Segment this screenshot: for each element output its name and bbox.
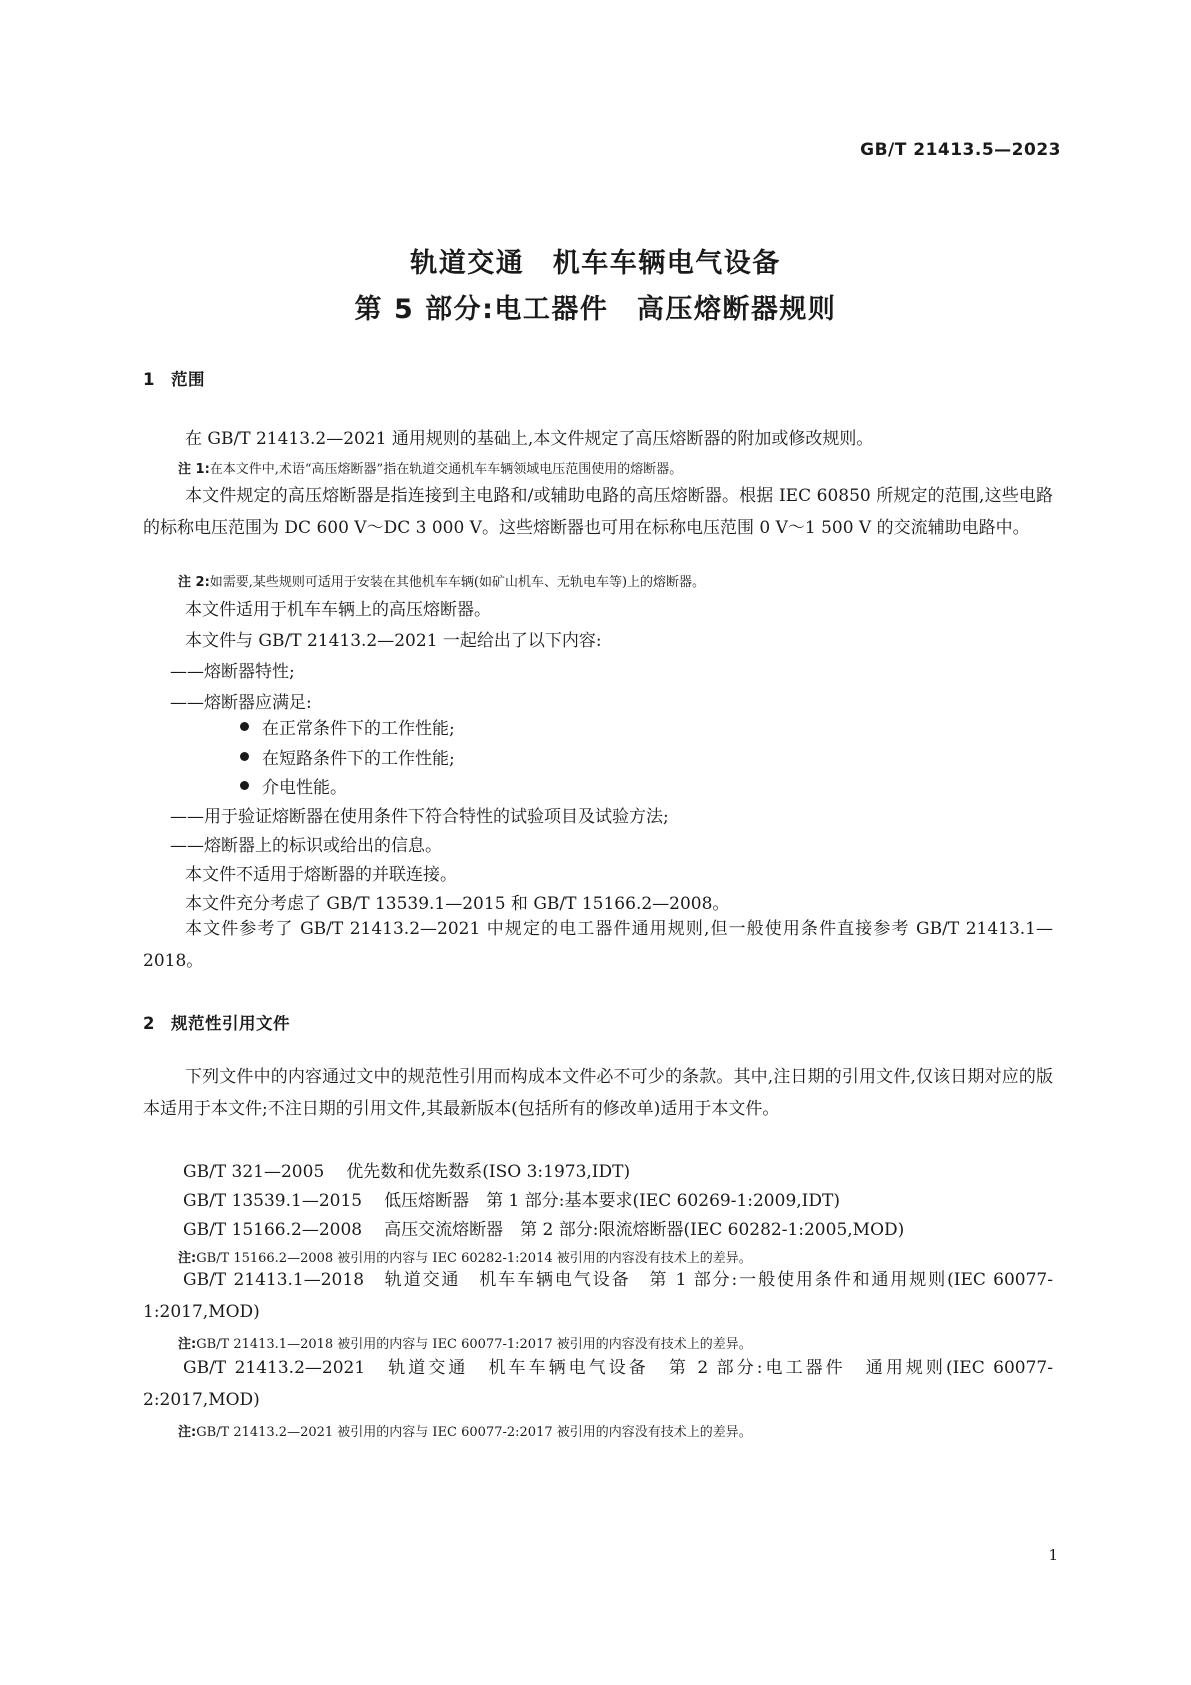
section-1-heading (143, 366, 205, 390)
document-title-line-2: 第 5 部分:电工器件 高压熔断器规则 (354, 294, 837, 325)
standard-number: GB/T 21413.5—2023 (860, 140, 1061, 160)
normative-reference (183, 1157, 630, 1182)
section-2-number: 2 (143, 1014, 155, 1033)
paragraph: 本文件规定的高压熔断器是指连接到主电路和/或辅助电路的高压熔断器。根据 IEC 60850 所规定的范围,这些电路的标称电压范围为 DC 600 V～DC 3 000 V。这些熔断器也可用在标称电压范围 0 V～1 500 V 的交流辅助电路中。 (143, 486, 1053, 538)
reference-code: GB/T 321—2005 (183, 1162, 325, 1182)
dash-list-item: ——熔断器应满足: (170, 693, 312, 713)
section-2-heading (143, 1010, 290, 1034)
dash-list-item: ——熔断器上的标识或给出的信息。 (170, 836, 442, 856)
section-1-number: 1 (143, 370, 155, 389)
note-label: 注 1: (178, 462, 210, 477)
note-text: 如需要,某些规则可适用于安装在其他机车车辆(如矿山机车、无轨电车等)上的熔断器。 (209, 575, 706, 590)
reference-title: 低压熔断器 第 1 部分:基本要求(IEC 60269-1:2009,IDT) (384, 1191, 840, 1211)
bullet-list-item: 介电性能。 (262, 778, 347, 798)
note-label: 注: (178, 1425, 197, 1440)
reference-title: 高压交流熔断器 第 2 部分:限流熔断器(IEC 60282-1:2005,MOD) (384, 1220, 905, 1240)
reference-title: 优先数和优先数系(ISO 3:1973,IDT) (346, 1162, 631, 1182)
paragraph: 在 GB/T 21413.2—2021 通用规则的基础上,本文件规定了高压熔断器的附加或修改规则。 (185, 429, 874, 449)
bullet-icon (240, 752, 249, 761)
reference-code: GB/T 15166.2—2008 (183, 1220, 363, 1240)
section-1-title: 范围 (171, 370, 205, 389)
bullet-list-item: 在短路条件下的工作性能; (262, 749, 455, 769)
paragraph: 下列文件中的内容通过文中的规范性引用而构成本文件必不可少的条款。其中,注日期的引用文件,仅该日期对应的版本适用于本文件;不注日期的引用文件,其最新版本(包括所有的修改单)适用于本文件。 (143, 1067, 1053, 1119)
note-label: 注: (178, 1251, 197, 1266)
normative-reference: GB/T 21413.2—2021 轨道交通 机车车辆电气设备 第 2 部分:电工器件 通用规则(IEC 60077-2:2017,MOD) (143, 1358, 1053, 1410)
note-label: 注: (178, 1337, 197, 1352)
reference-note (178, 1421, 752, 1440)
document-title-line-1: 轨道交通 机车车辆电气设备 (410, 248, 781, 279)
paragraph: 本文件适用于机车车辆上的高压熔断器。 (185, 600, 491, 620)
bullet-icon (240, 781, 249, 790)
page-number: 1 (1048, 1546, 1058, 1564)
note-1 (178, 458, 682, 477)
paragraph: 本文件与 GB/T 21413.2—2021 一起给出了以下内容: (185, 631, 602, 651)
note-text: GB/T 15166.2—2008 被引用的内容与 IEC 60282-1:2014 被引用的内容没有技术上的差异。 (196, 1251, 752, 1266)
normative-reference (183, 1186, 840, 1211)
bullet-list-item: 在正常条件下的工作性能; (262, 719, 455, 739)
paragraph: 本文件不适用于熔断器的并联连接。 (185, 865, 457, 885)
reference-code: GB/T 13539.1—2015 (183, 1191, 363, 1211)
normative-reference: GB/T 21413.1—2018 轨道交通 机车车辆电气设备 第 1 部分:一般使用条件和通用规则(IEC 60077-1:2017,MOD) (143, 1270, 1053, 1322)
section-2-title: 规范性引用文件 (171, 1014, 290, 1033)
note-text: 在本文件中,术语“高压熔断器”指在轨道交通机车车辆领域电压范围使用的熔断器。 (209, 462, 683, 477)
note-2 (178, 571, 705, 590)
dash-list-item: ——熔断器特性; (170, 662, 295, 682)
paragraph: 本文件参考了 GB/T 21413.2—2021 中规定的电工器件通用规则,但一般使用条件直接参考 GB/T 21413.1—2018。 (143, 919, 1053, 971)
bullet-icon (240, 722, 249, 731)
dash-list-item: ——用于验证熔断器在使用条件下符合特性的试验项目及试验方法; (170, 807, 669, 827)
note-text: GB/T 21413.2—2021 被引用的内容与 IEC 60077-2:2017 被引用的内容没有技术上的差异。 (196, 1425, 752, 1440)
note-label: 注 2: (178, 575, 210, 590)
note-text: GB/T 21413.1—2018 被引用的内容与 IEC 60077-1:2017 被引用的内容没有技术上的差异。 (196, 1337, 752, 1352)
reference-note (178, 1333, 752, 1352)
normative-reference (183, 1215, 904, 1240)
paragraph: 本文件充分考虑了 GB/T 13539.1—2015 和 GB/T 15166.2—2008。 (185, 894, 730, 914)
